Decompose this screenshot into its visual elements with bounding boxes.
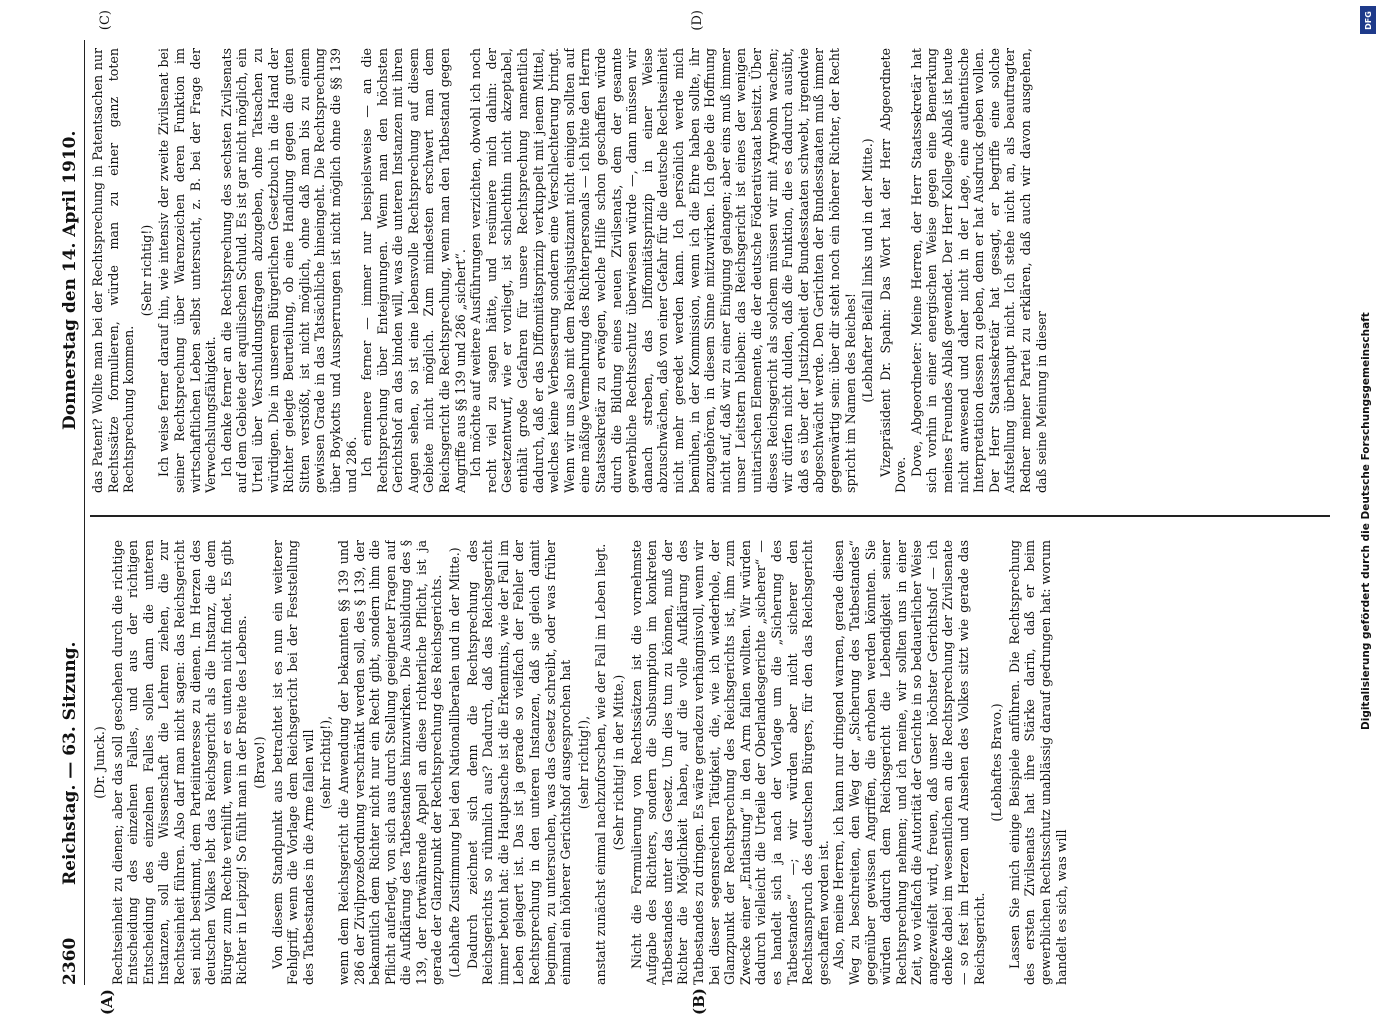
interjection: (Bravo!) [251, 736, 267, 789]
paragraph: Ich erinnere ferner — immer nur beispielsweise — an die Rechtsprechung über Enteignungen. Wenn man den höchsten Gerichtshof an das binden will, was die unteren Instanzen mit ihren Augen sehen, so ist eine lebensvolle Rechtsprechung auf diesem Gebiete nicht möglich. Zum mindesten erschwert man dem Reichsgericht die Rechtsprechung, wenn man den Tatbestand gegen Angriffe aus §§ 139 und 286 „sichert“. [359, 48, 468, 493]
paragraph: Vizepräsident Dr. Spahn: Das Wort hat der Herr Abgeordnete Dove. [877, 48, 909, 493]
page-header [50, 40, 85, 985]
rotated-page [50, 10, 1340, 1015]
column-divider [90, 516, 1330, 518]
paragraph: wenn dem Reichsgericht die Anwendung der bekannten §§ 139 und 286 der Zivilprozeßordnung verschränkt werden soll, des § 139, der bekanntlich dem Richter nicht nur ein Recht gibt, sondern ihm die Pflicht auferlegt, von sich aus durch Stellung geeigneter Fragen auf die Aufklärung des Tatbestandes hinzuwirken. Die Ausbildung des § 139, der fortwährende Appell an diese richterliche Pflicht, ist ja gerade der Glanzpunkt der Rechtsprechung des Reichsgerichts. [335, 540, 445, 985]
left-column [90, 540, 1330, 985]
paragraph: Von diesem Standpunkt aus betrachtet ist es nun ein weiterer Fehlgriff, wenn die Vorlage dem Reichsgericht bei der Feststellung des Tatbestandes in die Arme fallen will [269, 540, 316, 985]
paragraph: Ich weise ferner darauf hin, wie intensiv der zweite Zivilsenat bei seiner Rechtsprechung über Warenzeichen deren Funktion im wirtschaftlichen Leben selbst untersucht, z. B. bei der Frage der Verwechslungsfähigkeit. [156, 48, 219, 493]
interjection: (sehr richtig!), [318, 715, 334, 810]
session-title: Reichstag. — 63. Sitzung. [60, 641, 80, 885]
paragraph: das Patent? Wollte man bei der Rechtsprechung in Patentsachen nur Rechtssätze formulieren, würde man zu einer ganz toten Rechtsprechung kommen. [90, 48, 137, 493]
interjection: (Lebhafter Beifall links und in der Mitte.) [860, 138, 876, 403]
speaker-tag: (Dr. Junck.) [92, 726, 107, 799]
interjection: (Lebhaftes Bravo.) [989, 703, 1005, 822]
margin-marker-d: (D) [690, 10, 705, 31]
margin-marker-c: (C) [98, 10, 113, 31]
paragraph: Nicht die Formulierung von Rechtssätzen ist die vornehmste Aufgabe des Richters, sondern die Subsumption im konkreten Tatbestandes unter das Gesetz. Um dies tun zu können, muß der Richter die Möglichkeit haben, auf die volle Aufklärung des Tatbestandes zu dringen. Es wäre geradezu verhängnisvoll, wenn wir bei dieser segensreichen Tätigkeit, die, wie ich wiederhole, der Glanzpunkt der Rechtsprechung des Reichsgerichts ist, ihm zum Zwecke einer „Entlastung“ in den Arm fallen wollten. Wir würden dadurch vielleicht die Urteile der Oberlandesgerichte „sicherer“ — es handelt sich ja nach der Vorlage um die „Sicherung des Tatbestandes“ —; wir würden aber nicht sicherer den Rechtsanspruch des deutschen Bürgers, für den das Reichsgericht geschaffen worden ist. [628, 540, 831, 985]
text-columns [90, 40, 1330, 985]
dfg-credit: Digitalisierung gefördert durch die Deutsche Forschungsgemeinschaft [1360, 312, 1372, 730]
interjection: (Lebhafte Zustimmung bei den Nationalliberalen und in der Mitte.) [447, 547, 463, 978]
paragraph: anstatt zunächst einmal nachzuforschen, wie der Fall im Leben liegt. [593, 543, 609, 985]
session-date: Donnerstag den 14. April 1910. [60, 130, 80, 430]
interjection: (Sehr richtig! in der Mitte.) [611, 674, 626, 851]
paragraph: Also, meine Herren, ich kann nur dringend warnen, gerade diesen Weg zu beschreiten, den Weg der „Sicherung des Tatbestandes“ gegenüber gewissen Angriffen, die erhoben werden könnten. Sie würden dadurch dem Reichsgericht die Lebendigkeit seiner Rechtsprechung nehmen; und ich meine, wir sollten uns in einer Zeit, wo vielfach die Autorität der Gerichte in so bedauerlicher Weise angezweifelt wird, freuen, daß unser höchster Gerichtshof — ich denke dabei im wesentlichen an die Rechtsprechung der Zivilsenate — so fest im Herzen und Ansehen des Volkes sitzt wie gerade das Reichsgericht. [831, 540, 987, 985]
interjection: (Sehr richtig!) [138, 224, 154, 317]
page-number: 2360 [60, 937, 80, 985]
paragraph: Rechtseinheit zu dienen; aber das soll geschehen durch die richtige Entscheidung des einzelnen Falles, und aus der richtigen Entscheidung des einzelnen Falles sollen dann die unteren Instanzen, soll die Wissenschaft die Lehren ziehen, die zur Rechtseinheit führen. Also darf man nicht sagen: das Reichsgericht sei nicht bestimmt, dem Parteiinteresse zu dienen. Im Herzen des deutschen Volkes lebt das Reichsgericht als die Instanz, die dem Bürger zum Rechte verhilft, wenn er es unten nicht findet. Es gibt Richter in Leipzig! So fühlt man in der Breite des Lebens. [109, 540, 250, 985]
paragraph: Dove, Abgeordneter: Meine Herren, der Herr Staatssekretär hat sich vorhin in einer energischen Weise gegen eine Bemerkung meines Freundes Ablaß gewendet. Der Herr Kollege Ablaß ist heute nicht anwesend und daher nicht in der Lage, eine authentische Interpretation dessen zu geben, denn er hat Ausdruck geben wollen. Der Herr Staatssekretär hat gesagt, er begriffe eine solche Aufstellung überhaupt nicht. Ich stehe nicht an, als beauftragter Redner meiner Partei zu erklären, daß auch wir davon ausgehen, daß seine Meinung in dieser [908, 48, 1049, 493]
right-column [90, 48, 1330, 493]
interjection: (sehr richtig!), [575, 715, 591, 810]
paragraph: Ich denke ferner an die Rechtsprechung des sechsten Zivilsenats auf dem Gebiete der aquilischen Schuld. Es ist gar nicht möglich, ein Urteil über Verschuldungsfragen abzugeben, ohne Tatsachen zu würdigen. Die in unserem Bürgerlichen Gesetzbuch in die Hand der Richter gelegte Beurteilung, ob eine Handlung gegen die guten Sitten verstößt, ist nicht möglich, ohne daß man bis zu einem gewissen Grade in das Tatsächliche hineingeht. Die Rechtsprechung über Boykotts und Aussperrungen ist nicht möglich ohne die §§ 139 und 286. [218, 48, 359, 493]
paragraph: Ich möchte auf weitere Ausführungen verzichten, obwohl ich noch recht viel zu sagen hätte, und resümiere mich dahin: der Gesetzentwurf, wie er vorliegt, ist schlechthin nicht akzeptabel, enthält große Gefahren für unsere Rechtsprechung namentlich dadurch, daß er das Diffomitätsprinzip verkuppelt mit jenem Mittel, welches keine Verbesserung sondern eine Verschlechterung bringt. Wenn wir uns also mit dem Reichsjustizamt nicht einigen sollten auf eine mäßige Vermehrung des Richterpersonals — ich bitte den Herrn Staatssekretär zu erwägen, welche Hilfe schon geschaffen würde durch die Bildung eines neuen Zivilsenats, dem der gesamte gewerbliche Rechtsschutz überwiesen würde —, dann müssen wir danach streben, das Diffomitätsprinzip in einer Weise abzuschwächen, daß von einer Gefahr für die deutsche Rechtseinheit nicht mehr geredet werden kann. Ich persönlich werde mich bemühen, in der Kommission, wenn ich die Ehre haben sollte, ihr anzugehören, in diesem Sinne mitzuwirken. Ich gebe die Hoffnung nicht auf, daß wir zu einer Einigung gelangen; aber eins muß immer unser Leitstern bleiben: das Reichsgericht ist eines der wenigen unitarischen Elemente, die der deutsche Föderativstaat besitzt. Über dieses Reichsgericht als solchem müssen wir mit Argwohn wachen; wir dürfen nicht dulden, daß die Funktion, die es dadurch ausübt, daß es über der Justizhoheit der Bundesstaaten schwebt, irgendwie abgeschwächt werde. Den Gerichten der Bundesstaaten muß immer gegenwärtig sein: über dir steht noch ein höherer Richter, der Recht spricht im Namen des Reiches! [468, 48, 858, 493]
paragraph: Dadurch zeichnet sich denn die Rechtsprechung des Reichsgerichts so rühmlich aus? Dadurch, daß das Reichsgericht immer betont hat: die Hauptsache ist die Erkenntnis, wie der Fall im Leben gelagert ist. Das ist ja gerade so vielfach der Fehler der Rechtsprechung in den unteren Instanzen, daß sie gleich damit beginnen, zu untersuchen, was das Gesetz schreibt, oder was früher einmal ein höherer Gerichtshof ausgesprochen hat [464, 540, 574, 985]
dfg-logo: DFG [1360, 6, 1376, 34]
margin-marker-a: (A) [98, 989, 116, 1015]
margin-marker-b: (B) [690, 988, 708, 1015]
paragraph: Lassen Sie mich einige Beispiele anführen. Die Rechtsprechung des ersten Zivilsenats hat ihre Stärke darin, daß er beim gewerblichen Rechtsschutz unablässig darauf gedrungen hat: worum handelt es sich, was will [1006, 540, 1069, 985]
